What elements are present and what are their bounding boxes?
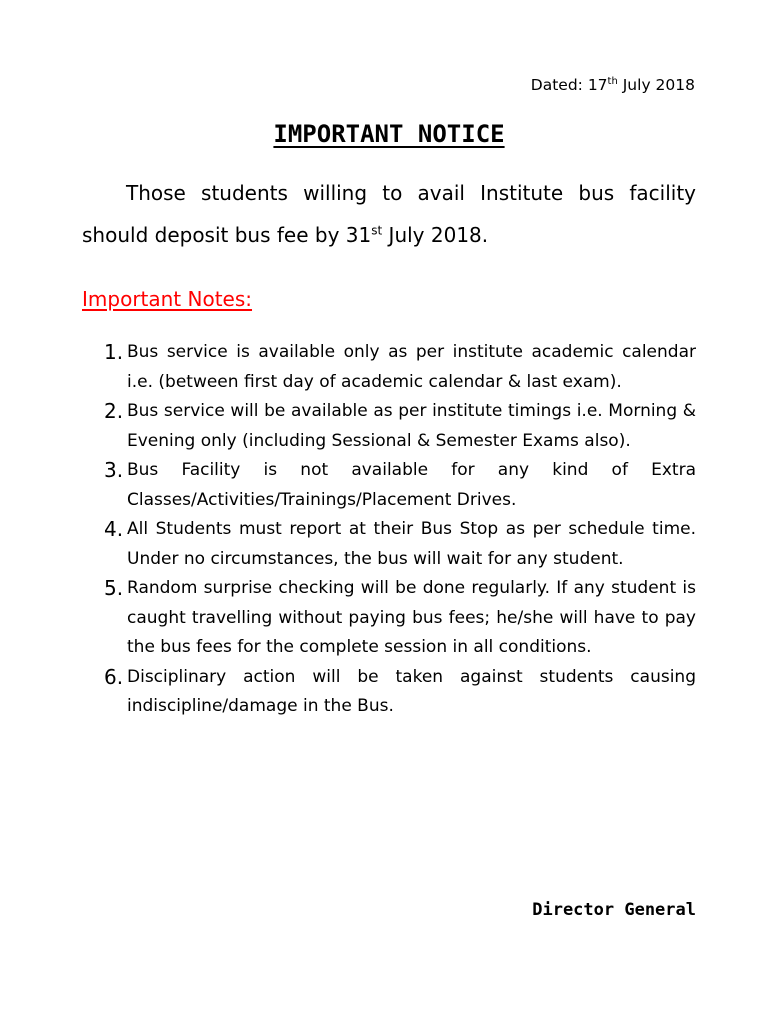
note-number: 1.: [104, 340, 124, 364]
note-number: 3.: [104, 458, 124, 482]
note-item: [104, 574, 696, 663]
note-text: Disciplinary action will be taken against students causing indiscipline/damage in the Bus.: [127, 666, 696, 716]
note-item: [104, 338, 696, 397]
signature: Director General: [532, 900, 696, 920]
date-suffix: July 2018: [617, 76, 695, 94]
note-text: Bus service will be available as per institute timings i.e. Morning & Evening only (including Sessional & Semester Exams also).: [127, 401, 696, 451]
intro-text: Those students willing to avail Institute bus facility should deposit bus fee by 31: [82, 181, 696, 247]
note-text: All Students must report at their Bus Stop as per schedule time. Under no circumstances, the bus will wait for any student.: [127, 519, 696, 569]
note-number: 2.: [104, 399, 124, 423]
note-text: Bus service is available only as per institute academic calendar i.e. (between first day of academic calendar & last exam).: [127, 342, 696, 392]
intro-text-end: July 2018.: [382, 223, 489, 247]
intro-paragraph: [82, 172, 696, 256]
note-text: Bus Facility is not available for any kind of Extra Classes/Activities/Trainings/Placement Drives.: [127, 460, 696, 510]
note-item: [104, 397, 696, 456]
note-item: [104, 456, 696, 515]
notes-list: [104, 338, 696, 722]
note-number: 6.: [104, 664, 124, 689]
page-title: IMPORTANT NOTICE: [273, 120, 505, 148]
date-superscript: th: [607, 75, 618, 87]
date-prefix: Dated: 17: [530, 76, 608, 94]
note-item: [104, 663, 696, 722]
note-text: Random surprise checking will be done regularly. If any student is caught travelling without paying bus fees; he/she will have to pay the bus fees for the complete session in all conditions.: [127, 578, 696, 657]
notes-heading: Important Notes:: [82, 287, 253, 311]
note-number: 5.: [104, 576, 124, 600]
note-item: [104, 515, 696, 574]
note-number: 4.: [104, 517, 124, 541]
date-line: [531, 76, 695, 94]
intro-superscript: st: [371, 223, 383, 238]
